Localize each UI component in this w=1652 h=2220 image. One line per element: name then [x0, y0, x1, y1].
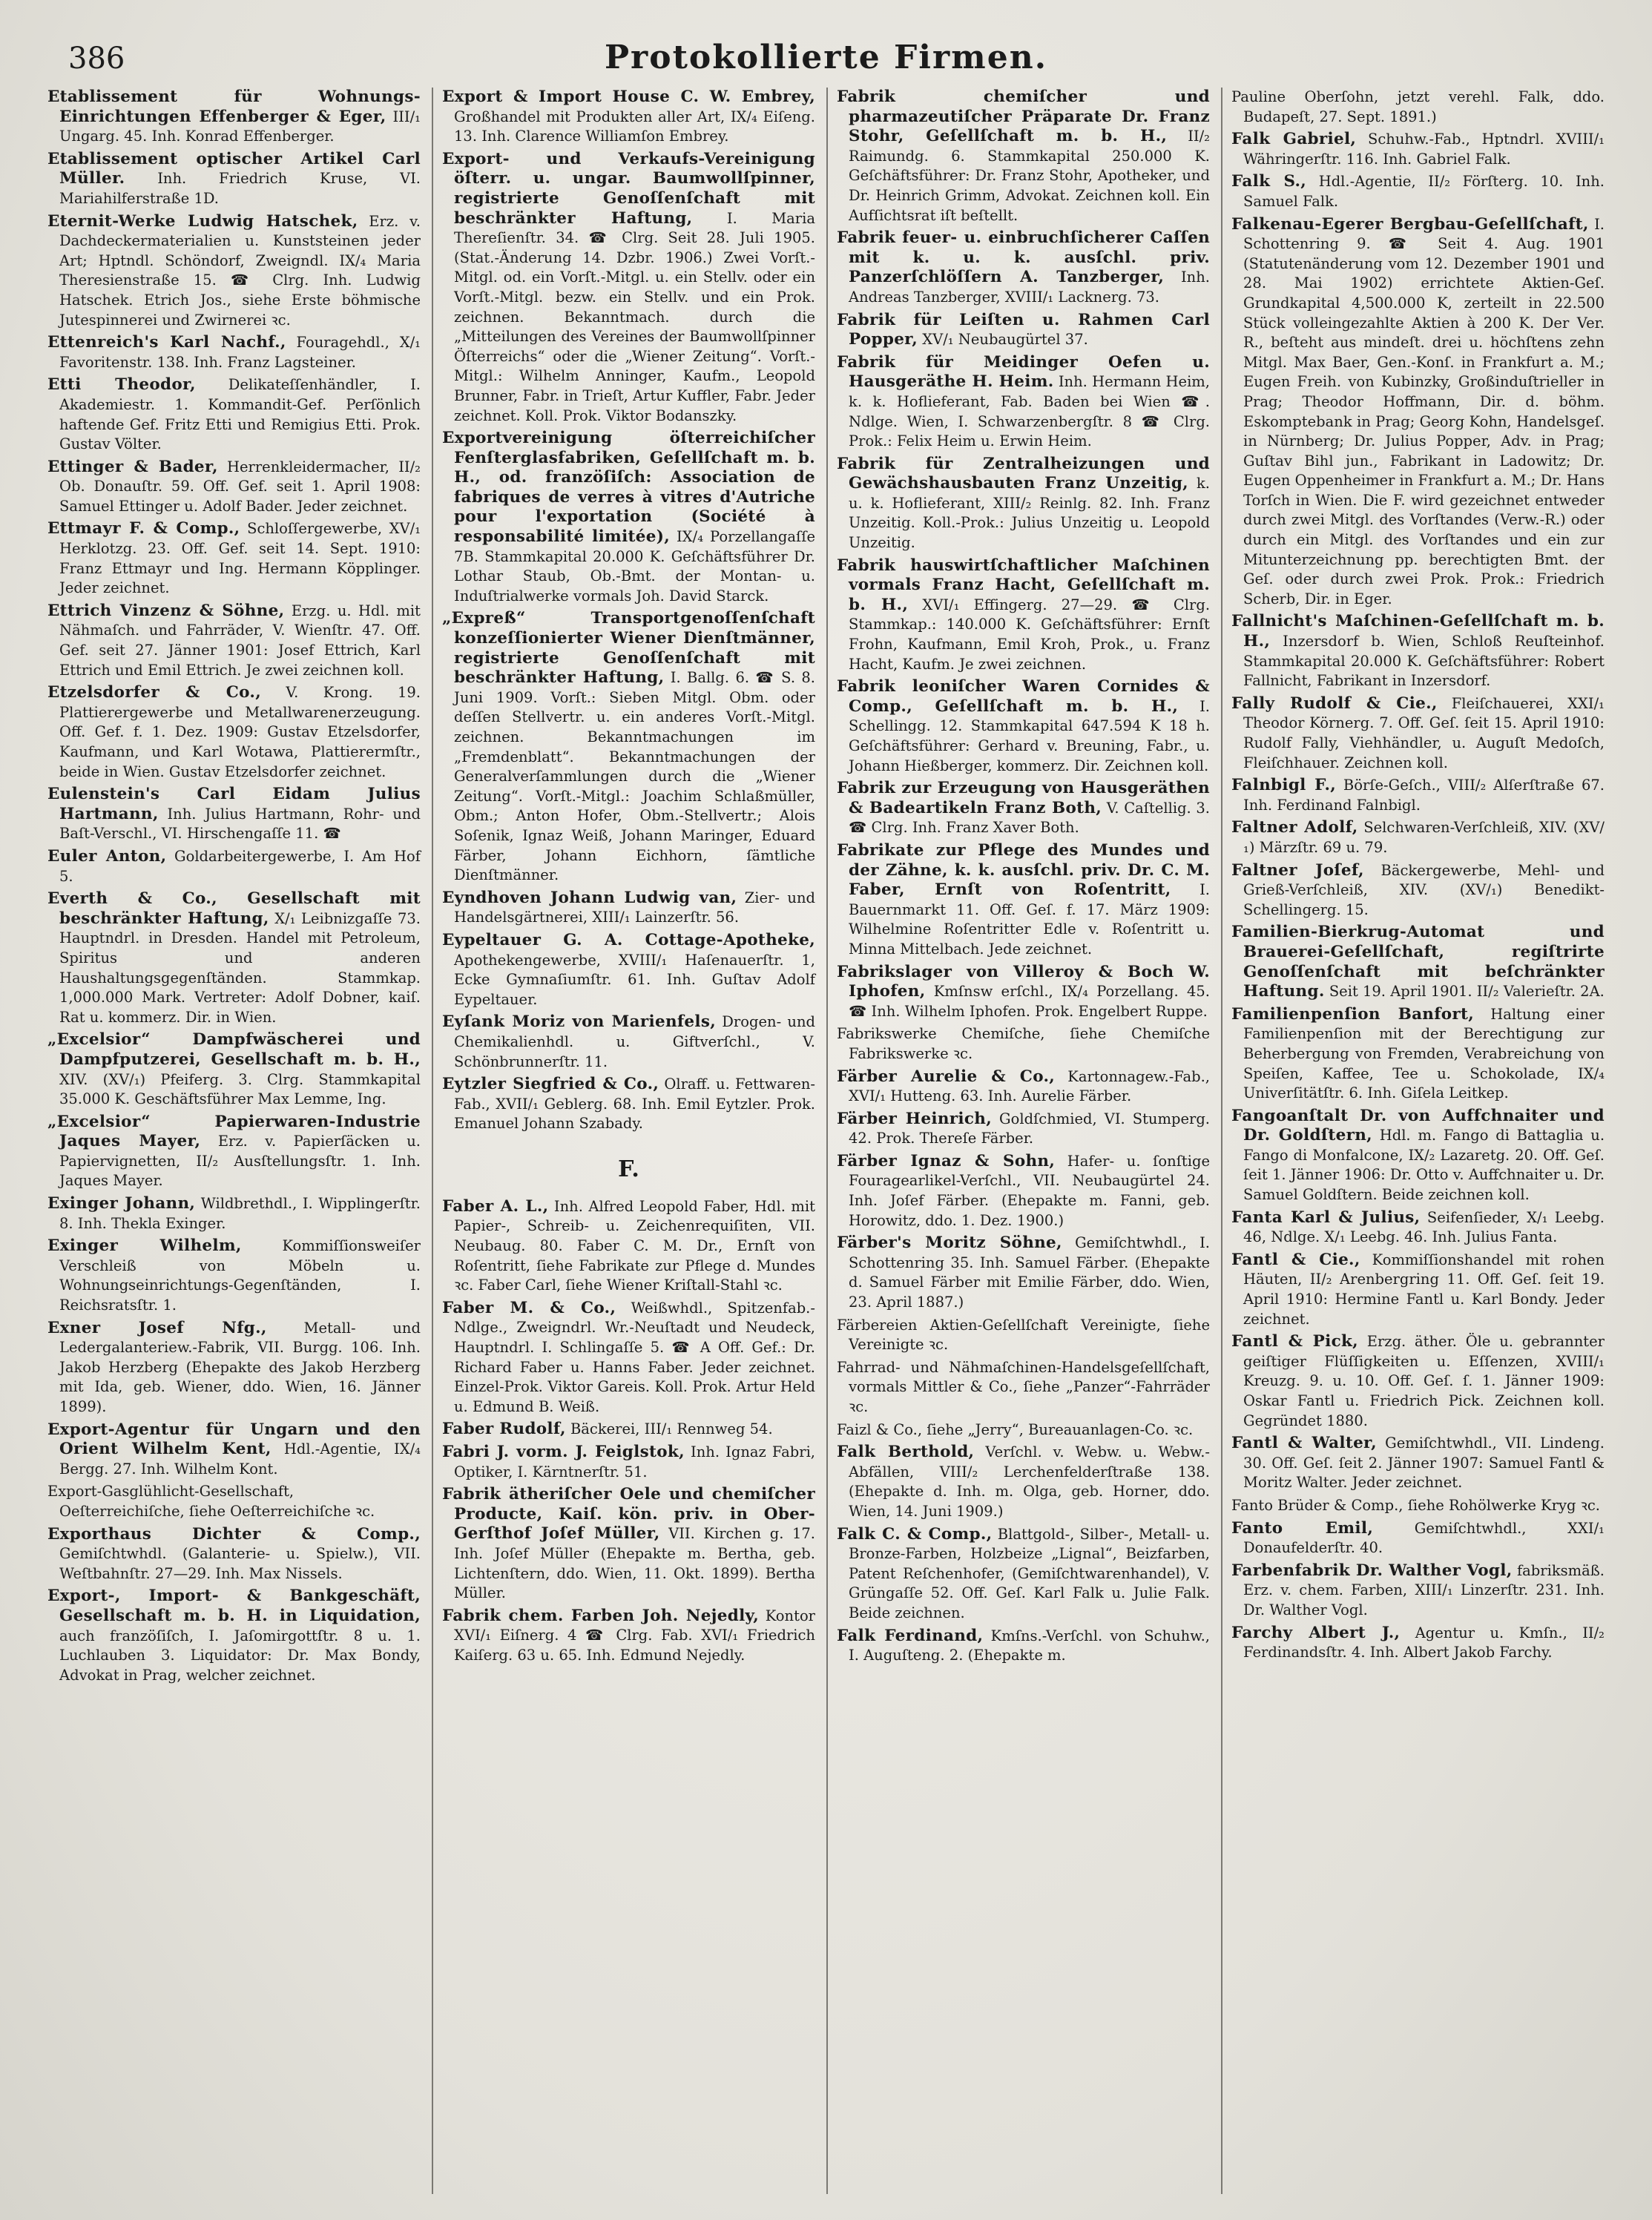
directory-entry — [1231, 1624, 1605, 1663]
entry-text: X/₁ Leibnizgaſſe 73. Hauptndrl. in Dresden. Handel mit Petroleum, Spiritus und anderen Haushaltungsgegenſtänden. Stammkap. 1,000.000 Mark. Vertreter: Adolf Dobner, kaiſ. Rat u. kommerz. Dir. in Wien. — [59, 909, 421, 1026]
entry-text: Schuhw.-Fab., Hptndrl. XVIII/₁ Währingerſtr. 116. Inh. Gabriel Falk. — [1243, 131, 1605, 168]
firm-name: Euler Anton, — [47, 846, 167, 866]
directory-entry — [1231, 1434, 1605, 1493]
firm-name: Ettinger & Bader, — [47, 457, 218, 476]
firm-name: Etti Theodor, — [47, 375, 196, 395]
directory-entry — [1231, 130, 1605, 169]
directory-entry — [442, 1299, 815, 1417]
entry-text: Inh. Alfred Leopold Faber, Hdl. mit Papier-, Schreib- u. Zeichenrequiſiten, VII. Neubaug. 80. Faber C. M. Dr., Ernſt von Roſentritt, ſiehe Fabrikate zur Pflege d. Mundes ꝛc. Faber Carl, ſiehe Wiener Kriſtall-Stahl ꝛc. — [454, 1197, 815, 1294]
firm-name: Exinger Wilhelm, — [47, 1236, 242, 1256]
entry-text: XV/₁ Neubaugürtel 37. — [922, 331, 1088, 349]
columns — [43, 88, 1623, 2194]
directory-entry — [47, 683, 421, 782]
column-3 — [832, 88, 1214, 2194]
entry-text: XIV. (XV/₁) Pfeiferg. 3. Clrg. Stammkapital 35.000 K. Geschäftsführer Max Lemme, Ing. — [59, 1070, 421, 1108]
entry-text: Inh. Hermann Heim, k. k. Hoflieferant, Fab. Baden bei Wien ☎. Ndlge. Wien, I. Schwarzenbergſtr. 8 ☎ Clrg. Prok.: Felix Heim u. Erwin Heim. — [849, 373, 1210, 450]
entry-text: Kommiſſionsweiſer Verschleiß von Möbeln u. Wohnungseinrichtungs-Gegenſtänden, I. Reichsratsſtr. 1. — [59, 1237, 421, 1314]
firm-name: Fabrik hauswirtſchaftlicher Maſchinen vormals Franz Hacht, Geſellſchaft m. b. H., — [837, 556, 1210, 614]
entry-text: Selchwaren-Verſchleiß, XIV. (XV/₁) Märzſtr. 69 u. 79. — [1243, 819, 1605, 856]
firm-name: Eulenstein's Carl Eidam Julius Hartmann, — [47, 785, 421, 823]
column-2 — [438, 88, 820, 2194]
directory-entry — [837, 1024, 1210, 1064]
entry-text: III/₁ Ungarg. 45. Inh. Konrad Effenberger. — [59, 108, 421, 145]
directory-entry — [1231, 776, 1605, 815]
firm-name: Färber's Moritz Söhne, — [837, 1233, 1062, 1253]
directory-entry — [837, 1233, 1210, 1312]
firm-name: Fabrik für Meidinger Oefen u. Hausgeräthe H. Heim. — [837, 352, 1210, 392]
firm-name: Fabrikate zur Pflege des Mundes und der Zähne, k. k. ausſchl. priv. Dr. C. M. Faber, Ernſt von Roſentritt, — [837, 840, 1210, 900]
entry-text: Goldſchmied, VI. Stumperg. 42. Prok. Thereſe Färber. — [849, 1110, 1211, 1147]
firm-name: Fanto Emil, — [1231, 1518, 1374, 1538]
firm-name: Ettmayr F. & Comp., — [47, 519, 240, 538]
directory-entry — [837, 1525, 1210, 1624]
directory-entry — [442, 889, 815, 928]
entry-text: Hdl.-Agentie, IX/₄ Bergg. 27. Inh. Wilhelm Kont. — [59, 1440, 421, 1478]
firm-name: Fabrik leoniſcher Waren Cornides & Comp., Geſellſchaft m. b. H., — [837, 677, 1210, 716]
firm-name: Etzelsdorfer & Co., — [47, 683, 261, 702]
entry-text: Export-Gasglühlicht-Gesellschaft, Oeſterreichiſche, ſiehe Oeſterreichiſche ꝛc. — [47, 1483, 375, 1520]
directory-entry — [837, 1443, 1210, 1521]
entry-text: Drogen- und Chemikalienhdl. u. Giftverſchl., V. Schönbrunnerſtr. 11. — [454, 1013, 815, 1070]
directory-entry — [47, 519, 421, 598]
directory-entry — [442, 1012, 815, 1072]
directory-entry — [442, 1443, 815, 1482]
directory-entry — [1231, 1519, 1605, 1558]
firm-name: Exporthaus Dichter & Comp., — [47, 1524, 421, 1544]
directory-entry — [837, 556, 1210, 675]
firm-name: Eyſank Moriz von Marienfels, — [442, 1012, 717, 1032]
firm-name: Etablissement für Wohnungs-Einrichtungen Effenberger & Eger, — [47, 88, 421, 126]
directory-entry — [442, 1197, 815, 1296]
directory-entry — [47, 1194, 421, 1233]
directory-entry — [47, 333, 421, 372]
entry-text: Blattgold-, Silber-, Metall- u. Bronze-Farben, Holzbeize „Lignal“, Beizfarben, Patent Reſchenhofer, (Gemiſchtwarenhandel), V. Grüngaſſe 52. Off. Geſ. Karl Falk u. Julie Falk. Beide zeichnen. — [849, 1525, 1210, 1621]
entry-text: Haltung einer Familienpenſion mit der Berechtigung zur Beherbergung von Fremden, Verabreichung von Speiſen, Kaffee, Tee u. Schokolade, IX/₄ Univerſitätſtr. 6. Inh. Giſela Leitkep. — [1243, 1005, 1605, 1102]
section-letter: F. — [618, 1156, 639, 1182]
firm-name: Faber A. L., — [442, 1196, 549, 1216]
directory-entry — [47, 1420, 421, 1480]
firm-name: Falk Ferdinand, — [837, 1626, 984, 1645]
firm-name: Exner Josef Nfg., — [47, 1318, 267, 1337]
running-title: Protokollierte Firmen. — [604, 39, 1048, 76]
directory-entry — [47, 602, 421, 680]
entry-text: Bäckerei, III/₁ Rennweg 54. — [570, 1420, 773, 1438]
firm-name: Export-, Import- & Bankgeschäft, Gesellschaft m. b. H. in Liquidation, — [47, 1587, 421, 1625]
entry-text: Seifenſieder, X/₁ Leebg. 46, Ndlge. X/₁ Leebg. 46. Inh. Julius Fanta. — [1243, 1208, 1605, 1246]
entry-text: k. u. k. Hoflieferant, XIII/₂ Reinlg. 82. Inh. Franz Unzeitig. Koll.-Prok.: Julius Unzeitig u. Leopold Unzeitig. — [849, 475, 1210, 552]
firm-name: Ettenreich's Karl Nachf., — [47, 333, 286, 352]
directory-entry — [47, 1030, 421, 1109]
firm-name: Fallnicht's Maſchinen-Geſellſchaft m. b. H., — [1231, 612, 1605, 651]
entry-text: Seit 19. April 1901. II/₂ Valerieſtr. 2A. — [1329, 983, 1605, 1001]
directory-entry — [837, 1420, 1210, 1440]
directory-entry — [1231, 818, 1605, 857]
directory-entry — [47, 889, 421, 1027]
directory-entry — [837, 1627, 1210, 1666]
entry-text: Wildbrethdl., I. Wipplingerſtr. 8. Inh. Thekla Exinger. — [59, 1195, 421, 1232]
firm-name: Fabrik ätheriſcher Oele und chemiſcher Producte, Kaiſ. kön. priv. in Ober-Gerſthof Joſef Müller, — [442, 1485, 815, 1544]
firm-name: Färber Ignaz & Sohn, — [837, 1151, 1056, 1170]
entry-text: I. Schellingg. 12. Stammkapital 647.594 K 18 h. Geſchäftsführer: Gerhard v. Breuning, Fabr., u. Johann Hießberger, kommerz. Dir. Zeichnen koll. — [849, 697, 1210, 774]
directory-entry — [837, 1316, 1210, 1355]
firm-name: Etablissement optischer Artikel Carl Müller. — [47, 149, 421, 188]
directory-entry — [837, 1152, 1210, 1231]
entry-text: Kartonnagew.-Fab., XVI/₁ Hutteng. 63. Inh. Aurelie Färber. — [849, 1067, 1210, 1105]
entry-text: Kommiſſionshandel mit rohen Häuten, II/₂ Arenbergring 11. Off. Geſ. ſeit 19. April 1910: Hermine Fantl u. Karl Bondy. Jeder zeichnet. — [1243, 1251, 1605, 1328]
entry-text: Hafer- u. ſonſtige Fouragearlikel-Verſchl., VII. Neubaugürtel 24. Inh. Joſef Färber. (Ehepakte m. Fanni, geb. Horowitz, ddo. 1. Dez. 1900.) — [849, 1152, 1211, 1229]
directory-entry — [47, 1113, 421, 1191]
entry-text: VII. Kirchen g. 17. Inh. Joſef Müller (Ehepakte m. Bertha, geb. Lichtenſtern, ddo. Wien, 11. Okt. 1899). Bertha Müller. — [454, 1525, 815, 1602]
directory-entry — [1231, 88, 1605, 127]
directory-entry — [1231, 923, 1605, 1001]
directory-entry — [1231, 1251, 1605, 1329]
directory-entry — [837, 1067, 1210, 1107]
firm-name: Fabrik für Leiſten u. Rahmen Carl Popper, — [837, 310, 1210, 349]
firm-name: Fantl & Cie., — [1231, 1250, 1360, 1269]
entry-text: Kmſns.-Verſchl. von Schuhw., I. Auguſteng. 2. (Ehepakte m. — [849, 1627, 1210, 1664]
directory-entry — [47, 1482, 421, 1521]
firm-name: Farbenfabrik Dr. Walther Vogl, — [1231, 1561, 1513, 1580]
firm-name: Falk C. & Comp., — [837, 1524, 993, 1544]
directory-entry — [47, 1319, 421, 1417]
directory-entry — [1231, 612, 1605, 691]
directory-entry — [1231, 1107, 1605, 1205]
firm-name: Farchy Albert J., — [1231, 1623, 1401, 1642]
entry-text: Gemiſchtwhdl. (Galanterie- u. Spielw.), VII. Weſtbahnſtr. 27—29. Inh. Max Nissels. — [59, 1545, 421, 1582]
directory-entry — [47, 375, 421, 454]
entry-text: Apothekengewerbe, XVIII/₁ Haſenauerſtr. 1, Ecke Gymnaſiumſtr. 61. Inh. Guſtav Adolf Eypeltauer. — [454, 951, 815, 1008]
directory-entry — [47, 458, 421, 517]
entry-text: Inh. Julius Hartmann, Rohr- und Baſt-Verschl., VI. Hirschengaſſe 11. ☎ — [59, 805, 421, 843]
firm-name: Fabrik für Zentralheizungen und Gewächshausbauten Franz Unzeitig, — [837, 454, 1210, 493]
column-rule — [1221, 88, 1222, 2194]
entry-text: Hdl. m. Fango di Battaglia u. Fango di Monfalcone, IX/₂ Lazaretg. 20. Off. Geſ. ſeit 1. Jänner 1906: Dr. Otto v. Auffchnaiter u. Dr. Samuel Goldſtern. Beide zeichnen koll. — [1243, 1127, 1605, 1204]
column-4 — [1227, 88, 1609, 2194]
entry-text: Agentur u. Kmſn., II/₂ Ferdinandsſtr. 4. Inh. Albert Jakob Farchy. — [1243, 1624, 1605, 1661]
firm-name: Export & Import House C. W. Embrey, — [442, 88, 815, 106]
firm-name: Exportvereinigung öſterreichiſcher Fenſterglasfabriken, Geſellſchaft m. b. H., od. franzöſiſch: Association de fabriques de verres à vitres d'Autriche pour l'exportation (Société à responsabilité limitée), — [442, 429, 815, 547]
directory-entry — [442, 88, 815, 147]
column-rule — [826, 88, 828, 2194]
firm-name: Eypeltauer G. A. Cottage-Apotheke, — [442, 930, 815, 949]
column-rule — [432, 88, 433, 2194]
directory-entry — [837, 779, 1210, 838]
entry-text: Goldarbeitergewerbe, I. Am Hof 5. — [59, 847, 421, 885]
directory-entry — [837, 311, 1210, 350]
column-1 — [43, 88, 425, 2194]
directory-entry — [837, 1358, 1210, 1417]
firm-name: Familienpenſion Banfort, — [1231, 1004, 1475, 1024]
entry-text: Erzg. u. Hdl. mit Nähmaſch. und Fahrräder, V. Wienſtr. 47. Off. Gef. seit 27. Jänner 1901: Josef Ettrich, Karl Ettrich und Emil Ettrich. Je zwei zeichnen koll. — [59, 602, 421, 679]
firm-name: Faber M. & Co., — [442, 1298, 616, 1317]
directory-entry — [837, 1110, 1210, 1149]
entry-text: Metall- und Ledergalanteriew.-Fabrik, VII. Burgg. 106. Inh. Jakob Herzberg (Ehepakte des Jakob Herzberg mit Ida, geb. Wiener, ddo. Wien, 16. Jänner 1899). — [59, 1319, 421, 1415]
entry-text: Fahrrad- und Nähmaſchinen-Handelsgeſellſchaft, vormals Mittler & Co., ſiehe „Panzer“-Fahrräder ꝛc. — [837, 1358, 1210, 1415]
entry-text: Bäckergewerbe, Mehl- und Grieß-Verſchleiß, XIV. (XV/₁) Benedikt-Schellingerg. 15. — [1243, 861, 1605, 918]
firm-name: Färber Aurelie & Co., — [837, 1067, 1056, 1086]
firm-name: „Expreß“ Transportgenoſſenſchaft konzeſſionierter Wiener Dienſtmänner, registrierte Genoſſenſchaft mit beschränkter Haftung, — [442, 609, 815, 688]
entry-text: Großhandel mit Produkten aller Art, IX/₄ Eiſeng. 13. Inh. Clarence Williamſon Embrey. — [454, 108, 815, 145]
entry-text: Zier- und Handelsgärtnerei, XIII/₁ Lainzerſtr. 56. — [454, 889, 816, 926]
firm-name: Everth & Co., Gesellschaft mit beschränkter Haftung, — [47, 889, 421, 928]
entry-text: Fleiſchauerei, XXI/₁ Theodor Körnerg. 7. Off. Geſ. ſeit 15. April 1910: Rudolf Fally, Viehhändler, u. Auguſt Medoſch, Fleiſchhauer. Zeichnen koll. — [1243, 694, 1605, 771]
directory-entry — [837, 88, 1210, 225]
entry-text: Erz. v. Papierſäcken u. Papiervignetten, II/₂ Ausſtellungsſtr. 1. Inh. Jaques Mayer. — [59, 1133, 421, 1190]
entry-text: Gemiſchtwhdl., XXI/₁ Donaufelderſtr. 40. — [1243, 1519, 1605, 1557]
directory-entry — [47, 88, 421, 147]
entry-text: I. Ballg. 6. ☎ S. 8. Juni 1909. Vorſt.: Sieben Mitgl. Obm. oder deſſen Stellvertr. u. ein anderes Vorſt.-Mitgl. zeichnen. Bekanntmachungen im „Fremdenblatt“. Bekanntmachungen der Generalverſammlungen durch die „Wiener Zeitung“. Vorſt.-Mitgl.: Joachim Schlaßmüller, Obm.; Anton Hofer, Obm.-Stellvertr.; Alois Soſenik, Ignaz Weiß, Johann Maringer, Eduard Färber, Johann Eichhorn, ſämtliche Dienſtmänner. — [454, 669, 815, 884]
entry-text: Delikateſſenhändler, I. Akademiestr. 1. Kommandit-Gef. Perſönlich haftende Gef. Fritz Etti und Remigius Etti. Prok. Gustav Völter. — [59, 376, 421, 453]
entry-text: Inh. Ignaz Fabri, Optiker, I. Kärntnerſtr. 51. — [454, 1443, 816, 1480]
firm-name: Falkenau-Egerer Bergbau-Geſellſchaft, — [1231, 214, 1589, 234]
directory-entry — [1231, 1561, 1605, 1621]
entry-text: V. Caſtellig. 3. ☎ Clrg. Inh. Franz Xaver Both. — [849, 799, 1210, 837]
firm-name: Exinger Johann, — [47, 1194, 196, 1213]
directory-entry — [442, 150, 815, 426]
entry-text: auch franzöſiſch, I. Jaſomirgottſtr. 8 u. 1. Luchlauben 3. Liquidator: Dr. Max Bondy, Advokat in Prag, welcher zeichnet. — [59, 1627, 421, 1684]
entry-text: V. Krong. 19. Plattierergewerbe und Metallwarenerzeugung. Off. Gef. f. 1. Dez. 1909: Gustav Etzelsdorfer, Kaufmann, und Karl Wotawa, Plattierermſtr., beide in Wien. Gustav Etzelsdorfer zeichnet. — [59, 684, 421, 780]
directory-entry — [47, 1587, 421, 1685]
directory-entry — [442, 1607, 815, 1666]
entry-text: Faizl & Co., ſiehe „Jerry“, Bureauanlagen-Co. ꝛc. — [837, 1420, 1194, 1438]
firm-name: „Excelsior“ Papierwaren-Industrie Jaques Mayer, — [47, 1112, 421, 1151]
directory-entry — [47, 1236, 421, 1315]
entry-text: Kmſnsw erſchl., IX/₄ Porzellang. 45. ☎ Inh. Wilhelm Iphofen. Prok. Engelbert Ruppe. — [849, 983, 1210, 1020]
firm-name: Eternit-Werke Ludwig Hatschek, — [47, 211, 358, 231]
entry-text: Weißwhdl., Spitzenfab.-Ndlge., Zweigndrl. Wr.-Neuſtadt und Neudeck, Hauptndrl. I. Schlingaſſe 5. ☎ A Off. Gef.: Dr. Richard Faber u. Hanns Faber. Jeder zeichnet. Einzel-Prok. Viktor Gareis. Koll. Prok. Artur Held u. Edmund B. Weiß. — [454, 1299, 815, 1415]
firm-name: Falk S., — [1231, 172, 1307, 191]
firm-name: Fally Rudolf & Cie., — [1231, 694, 1438, 713]
firm-name: Faltner Joſef, — [1231, 860, 1364, 880]
firm-name: Fantl & Walter, — [1231, 1434, 1377, 1453]
directory-entry — [837, 228, 1210, 307]
directory-entry — [47, 847, 421, 886]
firm-name: Fabrikslager von Villeroy & Boch W. Iphofen, — [837, 962, 1210, 1001]
firm-name: Fabrik chemiſcher und pharmazeutiſcher Präparate Dr. Franz Stohr, Geſellſchaft m. b. H., — [837, 88, 1210, 146]
directory-entry — [442, 931, 815, 1009]
directory-entry — [1231, 215, 1605, 610]
entry-text: Erz. v. Dachdeckermaterialien u. Kunststeinen jeder Art; Hptndl. Schöndorf, Zweigndl. IX/₄ Maria Theresienstraße 15. ☎ Clrg. Inh. Ludwig Hatschek. Etrich Jos., siehe Erste böhmische Jutespinnerei und Zwirnerei ꝛc. — [59, 212, 421, 329]
directory-entry — [1231, 694, 1605, 773]
entry-text: Gemiſchtwhdl., VII. Lindeng. 30. Off. Geſ. ſeit 2. Jänner 1907: Samuel Fantl & Moritz Walter. Jeder zeichnet. — [1243, 1435, 1605, 1492]
entry-text: Inzersdorf b. Wien, Schloß Reuſteinhof. Stammkapital 20.000 K. Geſchäftsführer: Robert Fallnicht, Fabrikant in Inzersdorf. — [1243, 633, 1605, 690]
entry-text: Inh. Andreas Tanzberger, XVIII/₁ Lacknerg. 73. — [849, 269, 1210, 306]
entry-text: XVI/₁ Effingerg. 27—29. ☎ Clrg. Stammkap.: 140.000 K. Geſchäftsführer: Ernſt Frohn, Kaufmann, Emil Kroh, Prok., u. Franz Hacht, Kaufm. Je zwei zeichnen. — [849, 596, 1211, 673]
entry-text: fabriksmäß. Erz. v. chem. Farben, XIII/₁ Linzerſtr. 231. Inh. Dr. Walther Vogl. — [1243, 1561, 1605, 1618]
entry-text: I. Schottenring 9. ☎ Seit 4. Aug. 1901 (Statutenänderung vom 12. Dezember 1901 und 28. Mai 1902) errichtete Aktien-Geſ. Grundkapital 4,500.000 K, zerteilt in 22.500 Stück volleingezahlte Aktien à 200 K. Der Ver. R., beſteht aus mindeſt. drei u. höchſtens zehn Mitgl. Max Baer, Gen.-Konſ. in Frankfurt a. M.; Eugen Freih. von Kubinzky, Großinduſtrieller in Prag; Theodor Hoffmann, Dir. d. böhm. Eskomptebank in Prag; Georg Kohn, Handelsgeſ. in Nürnberg; Dr. Julius Popper, Adv. in Prag; Guſtav Bihl jun., Fabrikant in Ladowitz; Dr. Eugen Oppenheimer in Frankfurt a. M.; Dr. Hans Torſch in Wien. Die F. wird gezeichnet entweder durch zwei Mitgl. des Vorſtandes (Verw.-R.) oder durch ein Mitgl. des Vorſtandes und ein zur Mitunterzeichnung pp. berechtigten Bmt. der Geſ. oder durch zwei Prok. Prok.: Friedrich Scherb, Dir. in Eger. — [1243, 215, 1605, 607]
entry-text: Erzg. äther. Öle u. gebrannter geiſtiger Flüſſigkeiten u. Eſſenzen, XVIII/₁ Kreuzg. 9. u. 10. Off. Geſ. ſ. 1. Jänner 1909: Oskar Fantl u. Friedrich Pick. Zeichnen koll. Gegründet 1880. — [1243, 1333, 1605, 1429]
directory-entry — [837, 841, 1210, 960]
entry-text: Börſe-Geſch., VIII/₂ Alſerſtraße 67. Inh. Ferdinand Falnbigl. — [1243, 777, 1605, 814]
directory-entry — [1231, 172, 1605, 211]
directory-entry — [47, 1525, 421, 1584]
directory-entry — [442, 1485, 815, 1604]
entry-text: Inh. Friedrich Kruse, VI. Mariahilferstraße 1D. — [59, 170, 421, 207]
firm-name: Fabrik chem. Farben Joh. Nejedly, — [442, 1606, 760, 1625]
entry-text: Olraff. u. Fettwaren-Fab., XVII/₁ Geblerg. 68. Inh. Emil Eytzler. Prok. Emanuel Johann Szabady. — [454, 1076, 816, 1133]
firm-name: Eytzler Siegfried & Co., — [442, 1075, 659, 1094]
firm-name: Export-Agentur für Ungarn und den Orient Wilhelm Kent, — [47, 1420, 421, 1459]
page-number: 386 — [68, 42, 125, 76]
firm-name: Eyndhoven Johann Ludwig van, — [442, 888, 737, 907]
firm-name: Faber Rudolf, — [442, 1420, 566, 1439]
entry-text: Pauline Oberſohn, jetzt verehl. Falk, ddo. Budapeſt, 27. Sept. 1891.) — [1231, 88, 1605, 125]
directory-entry — [1231, 1332, 1605, 1431]
firm-name: Falk Berthold, — [837, 1443, 975, 1462]
entry-text: Fanto Brüder & Comp., ſiehe Rohölwerke Kryg ꝛc. — [1231, 1496, 1601, 1514]
directory-entry — [837, 963, 1210, 1022]
entry-text: Hdl.-Agentie, II/₂ Förſterg. 10. Inh. Samuel Falk. — [1243, 173, 1605, 210]
directory-entry — [47, 212, 421, 331]
firm-name: Falnbigl F., — [1231, 776, 1337, 795]
entry-text: Gemiſchtwhdl., I. Schottenring 35. Inh. Samuel Färber. (Ehepakte d. Samuel Färber mit Emilie Färber, ddo. Wien, 23. April 1887.) — [849, 1234, 1210, 1311]
entry-text: I. Bauernmarkt 11. Off. Geſ. f. 17. März 1909: Wilhelmine Roſentritter Edle v. Roſentritt u. Minna Mittelbach. Jede zeichnet. — [849, 881, 1210, 958]
firm-name: Falk Gabriel, — [1231, 130, 1357, 149]
directory-entry — [442, 1420, 815, 1440]
entry-text: Fabrikswerke Chemiſche, ſiehe Chemiſche Fabrikswerke ꝛc. — [837, 1025, 1210, 1062]
entry-text: Schloſſergewerbe, XV/₁ Herklotzg. 23. Off. Gef. seit 14. Sept. 1910: Franz Ettmayr und Ing. Hermann Köpplinger. Jeder zeichnet. — [59, 520, 421, 597]
directory-entry — [442, 609, 815, 885]
entry-text: Herrenkleidermacher, II/₂ Ob. Donauſtr. 59. Off. Gef. seit 1. April 1908: Samuel Ettinger u. Adolf Bader. Jeder zeichnet. — [59, 458, 421, 515]
firm-name: Fabrik zur Erzeugung von Hausgeräthen & Badeartikeln Franz Both, — [837, 779, 1210, 817]
firm-name: Ettrich Vinzenz & Söhne, — [47, 601, 285, 620]
firm-name: Fangoanſtalt Dr. von Auffchnaiter und Dr. Goldſtern, — [1231, 1106, 1605, 1145]
directory-entry — [47, 785, 421, 844]
firm-name: Fantl & Pick, — [1231, 1332, 1358, 1351]
directory-entry — [47, 150, 421, 209]
entry-text: II/₂ Raimundg. 6. Stammkapital 250.000 K. Geſchäftsführer: Dr. Franz Stohr, Apotheker, und Dr. Heinrich Grimm, Advokat. Zeichnen koll. Ein Aufſichtsrat iſt beſtellt. — [849, 128, 1210, 224]
directory-entry — [1231, 1005, 1605, 1104]
firm-name: Färber Heinrich, — [837, 1109, 992, 1128]
directory-entry — [837, 455, 1210, 553]
entry-text: Kontor XVI/₁ Eiſnerg. 4 ☎ Clrg. Fab. XVI/₁ Friedrich Kaiſerg. 63 u. 65. Inh. Edmund Nejedly. — [454, 1607, 816, 1664]
firm-name: Fanta Karl & Julius, — [1231, 1208, 1421, 1227]
entry-text: Färbereien Aktien-Geſellſchaft Vereinigte, ſiehe Vereinigte ꝛc. — [837, 1316, 1210, 1354]
entry-text: IX/₄ Porzellangaſſe 7B. Stammkapital 20.000 K. Geſchäftsführer Dr. Lothar Staub, Ob.-Bmt. der Montan- u. Induſtrialwerke vormals Joh. David Starck. — [454, 528, 815, 605]
entry-text: Verſchl. v. Webw. u. Webw.-Abfällen, VIII/₂ Lerchenfelderſtraße 138. (Ehepakte d. Inh. m. Olga, geb. Horner, ddo. Wien, 14. Juni 1909.) — [849, 1443, 1210, 1520]
directory-entry — [442, 1075, 815, 1134]
directory-entry — [442, 429, 815, 606]
firm-name: Export- und Verkaufs-Vereinigung öſterr. u. ungar. Baumwollſpinner, registrierte Genoſſenſchaft mit beschränkter Haftung, — [442, 149, 815, 228]
firm-name: „Excelsior“ Dampfwäscherei und Dampfputzerei, Gesellschaft m. b. H., — [47, 1030, 421, 1069]
entry-text: Fouragehdl., X/₁ Favoritenstr. 138. Inh. Franz Lagsteiner. — [59, 334, 421, 371]
firm-name: Fabrik feuer- u. einbruchſicherer Caſſen mit k. u. k. ausſchl. priv. Panzerſchlöſſern A. Tanzberger, — [837, 228, 1210, 287]
directory-entry — [837, 677, 1210, 776]
firm-name: Faltner Adolf, — [1231, 818, 1358, 837]
directory-entry — [837, 353, 1210, 452]
firm-name: Familien-Bierkrug-Automat und Brauerei-Geſellſchaft, regiſtrirte Genoſſenſchaft mit beſchränkter Haftung. — [1231, 923, 1605, 1001]
directory-entry — [1231, 861, 1605, 920]
firm-name: Fabri J. vorm. J. Feiglstok, — [442, 1443, 685, 1461]
directory-entry — [1231, 1208, 1605, 1248]
directory-entry — [1231, 1496, 1605, 1516]
entry-text: I. Maria Thereſienſtr. 34. ☎ Clrg. Seit 28. Juli 1905. (Stat.-Änderung 14. Dzbr. 1906.) Zwei Vorſt.-Mitgl. od. ein Vorſt.-Mitgl. u. ein Stellv. oder ein Vorſt.-Mitgl. bezw. ein Stellv. und ein Prok. zeichnen. Bekanntmach. durch die „Mitteilungen des Vereines der Baumwollſpinner Öſterreichs“ oder die „Wiener Zeitung“. Vorſt.-Mitgl.: Wilhelm Anninger, Kaufm., Leopold Brunner, Fabr. in Trieſt, Artur Kuffler, Fabr. Jeder zeichnet. Koll. Prok. Viktor Bodanszky. — [454, 209, 815, 424]
